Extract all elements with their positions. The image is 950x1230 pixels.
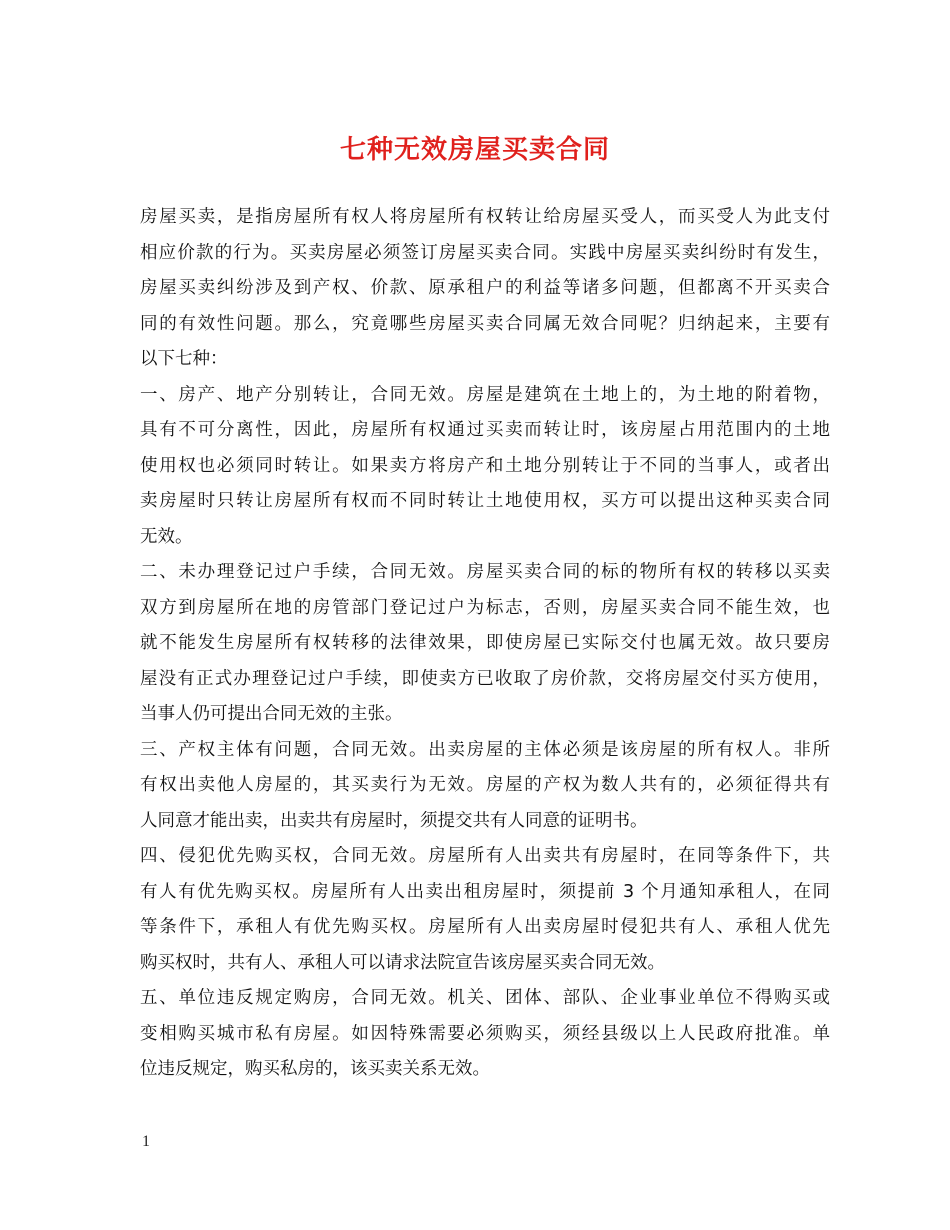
text-line: 有权出卖他人房屋的，其买卖行为无效。房屋的产权为数人共有的，必须征得共有 <box>140 775 830 795</box>
text-line: 等条件下，承租人有优先购买权。房屋所有人出卖房屋时侵犯共有人、承租人优先 <box>140 917 830 937</box>
text-line: 四、侵犯优先购买权，合同无效。房屋所有人出卖共有房屋时，在同等条件下，共 <box>140 846 830 866</box>
text-line: 变相购买城市私有房屋。如因特殊需要必须购买，须经县级以上人民政府批准。单 <box>140 1023 830 1044</box>
text-line: 双方到房屋所在地的房管部门登记过户为标志，否则，房屋买卖合同不能生效，也 <box>140 597 830 618</box>
text-line: 购买权时，共有人、承租人可以请求法院宣告该房屋买卖合同无效。 <box>140 952 665 973</box>
text-line: 房屋买卖，是指房屋所有权人将房屋所有权转让给房屋买受人，而买受人为此支付 <box>140 207 830 227</box>
text-line: 有人有优先购买权。房屋所有人出卖出租房屋时，须提前 3 个月通知承租人，在同 <box>140 881 830 902</box>
text-line: 屋没有正式办理登记过户手续，即使卖方已收取了房价款，交将房屋交付买方使用， <box>140 668 830 689</box>
text-line: 三、产权主体有问题，合同无效。出卖房屋的主体必须是该房屋的所有权人。非所 <box>140 739 830 760</box>
text-line: 五、单位违反规定购房，合同无效。机关、团体、部队、企业事业单位不得购买或 <box>140 988 830 1008</box>
text-line: 就不能发生房屋所有权转移的法律效果，即使房屋已实际交付也属无效。故只要房 <box>140 633 830 653</box>
text-line: 同的有效性问题。那么，究竟哪些房屋买卖合同属无效合同呢？归纳起来，主要有 <box>140 313 830 334</box>
document-title: 七种无效房屋买卖合同 <box>339 135 610 165</box>
text-line: 一、房产、地产分别转让，合同无效。房屋是建筑在土地上的，为土地的附着物， <box>140 384 830 405</box>
text-line: 位违反规定，购买私房的，该买卖关系无效。 <box>140 1059 490 1079</box>
document-body <box>140 200 830 1088</box>
text-line: 具有不可分离性，因此，房屋所有权通过买卖而转让时，该房屋占用范围内的土地 <box>140 420 830 440</box>
text-line: 以下七种： <box>140 349 228 369</box>
text-line: 卖房屋时只转让房屋所有权而不同时转让土地使用权，买方可以提出这种买卖合同 <box>140 491 830 511</box>
page-number: 1 <box>142 1133 150 1150</box>
text-line: 二、未办理登记过户手续，合同无效。房屋买卖合同的标的物所有权的转移以买卖 <box>140 562 830 582</box>
text-line: 人同意才能出卖，出卖共有房屋时，须提交共有人同意的证明书。 <box>140 810 648 831</box>
text-line: 当事人仍可提出合同无效的主张。 <box>140 704 403 724</box>
text-line: 相应价款的行为。买卖房屋必须签订房屋买卖合同。实践中房屋买卖纠纷时有发生， <box>140 242 830 263</box>
text-line: 使用权也必须同时转让。如果卖方将房产和土地分别转让于不同的当事人，或者出 <box>140 455 830 476</box>
text-line: 无效。 <box>140 526 193 547</box>
text-line: 房屋买卖纠纷涉及到产权、价款、原承租户的利益等诸多问题，但都离不开买卖合 <box>140 278 830 298</box>
